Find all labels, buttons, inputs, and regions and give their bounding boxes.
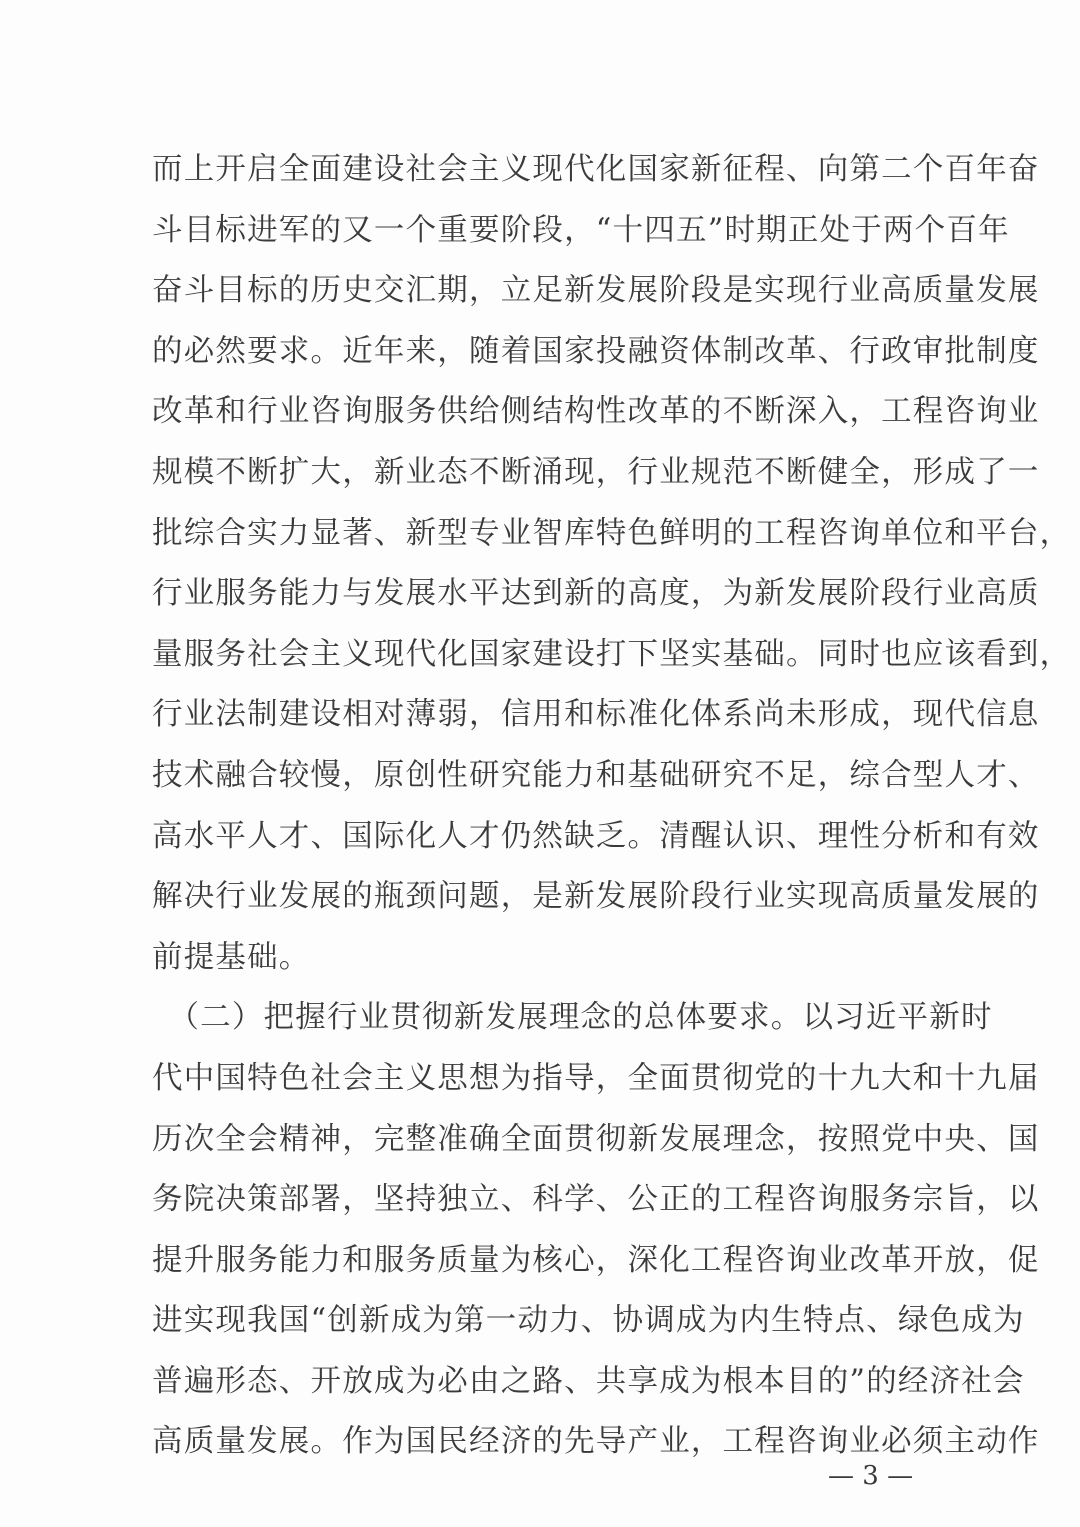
text-line: 的必然要求。近年来，随着国家投融资体制改革、行政审批制度 [152, 333, 1040, 369]
text-line: 量服务社会主义现代化国家建设打下坚实基础。同时也应该看到， [152, 636, 1072, 672]
text-line: 前提基础。 [152, 939, 311, 975]
text-line: 规模不断扩大，新业态不断涌现，行业规范不断健全，形成了一 [152, 454, 1040, 490]
text-line: 进实现我国“创新成为第一动力、协调成为内生特点、绿色成为 [152, 1303, 1025, 1339]
text-line: 解决行业发展的瓶颈问题，是新发展阶段行业实现高质量发展的 [152, 879, 1040, 915]
text-line: 普遍形态、开放成为必由之路、共享成为根本目的”的经济社会 [152, 1363, 1025, 1399]
text-line: 而上开启全面建设社会主义现代化国家新征程、向第二个百年奋 [152, 152, 1040, 187]
text-line: （二）把握行业贯彻新发展理念的总体要求。以习近平新时 [152, 1000, 993, 1036]
text-line: 历次全会精神，完整准确全面贯彻新发展理念，按照党中央、国 [152, 1121, 1040, 1157]
text-line: 改革和行业咨询服务供给侧结构性改革的不断深入，工程咨询业 [152, 394, 1040, 430]
text-line: 斗目标进军的又一个重要阶段，“十四五”时期正处于两个百年 [152, 212, 1010, 248]
text-line: 高质量发展。作为国民经济的先导产业，工程咨询业必须主动作 [152, 1424, 1040, 1460]
text-line: 行业法制建设相对薄弱，信用和标准化体系尚未形成，现代信息 [152, 697, 1040, 733]
text-line: 奋斗目标的历史交汇期，立足新发展阶段是实现行业高质量发展 [152, 273, 1040, 309]
page-number: — 3 — [828, 1461, 914, 1491]
text-line: 高水平人才、国际化人才仍然缺乏。清醒认识、理性分析和有效 [152, 818, 1040, 854]
text-line: 务院决策部署，坚持独立、科学、公正的工程咨询服务宗旨，以 [152, 1182, 1040, 1218]
text-line: 批综合实力显著、新型专业智库特色鲜明的工程咨询单位和平台， [152, 515, 1072, 551]
text-line: 技术融合较慢，原创性研究能力和基础研究不足，综合型人才、 [152, 757, 1040, 793]
text-line: 提升服务能力和服务质量为核心，深化工程咨询业改革开放，促 [152, 1242, 1040, 1278]
body-text [152, 140, 1072, 1473]
text-line: 代中国特色社会主义思想为指导，全面贯彻党的十九大和十九届 [152, 1060, 1040, 1096]
text-line: 行业服务能力与发展水平达到新的高度，为新发展阶段行业高质 [152, 576, 1040, 612]
